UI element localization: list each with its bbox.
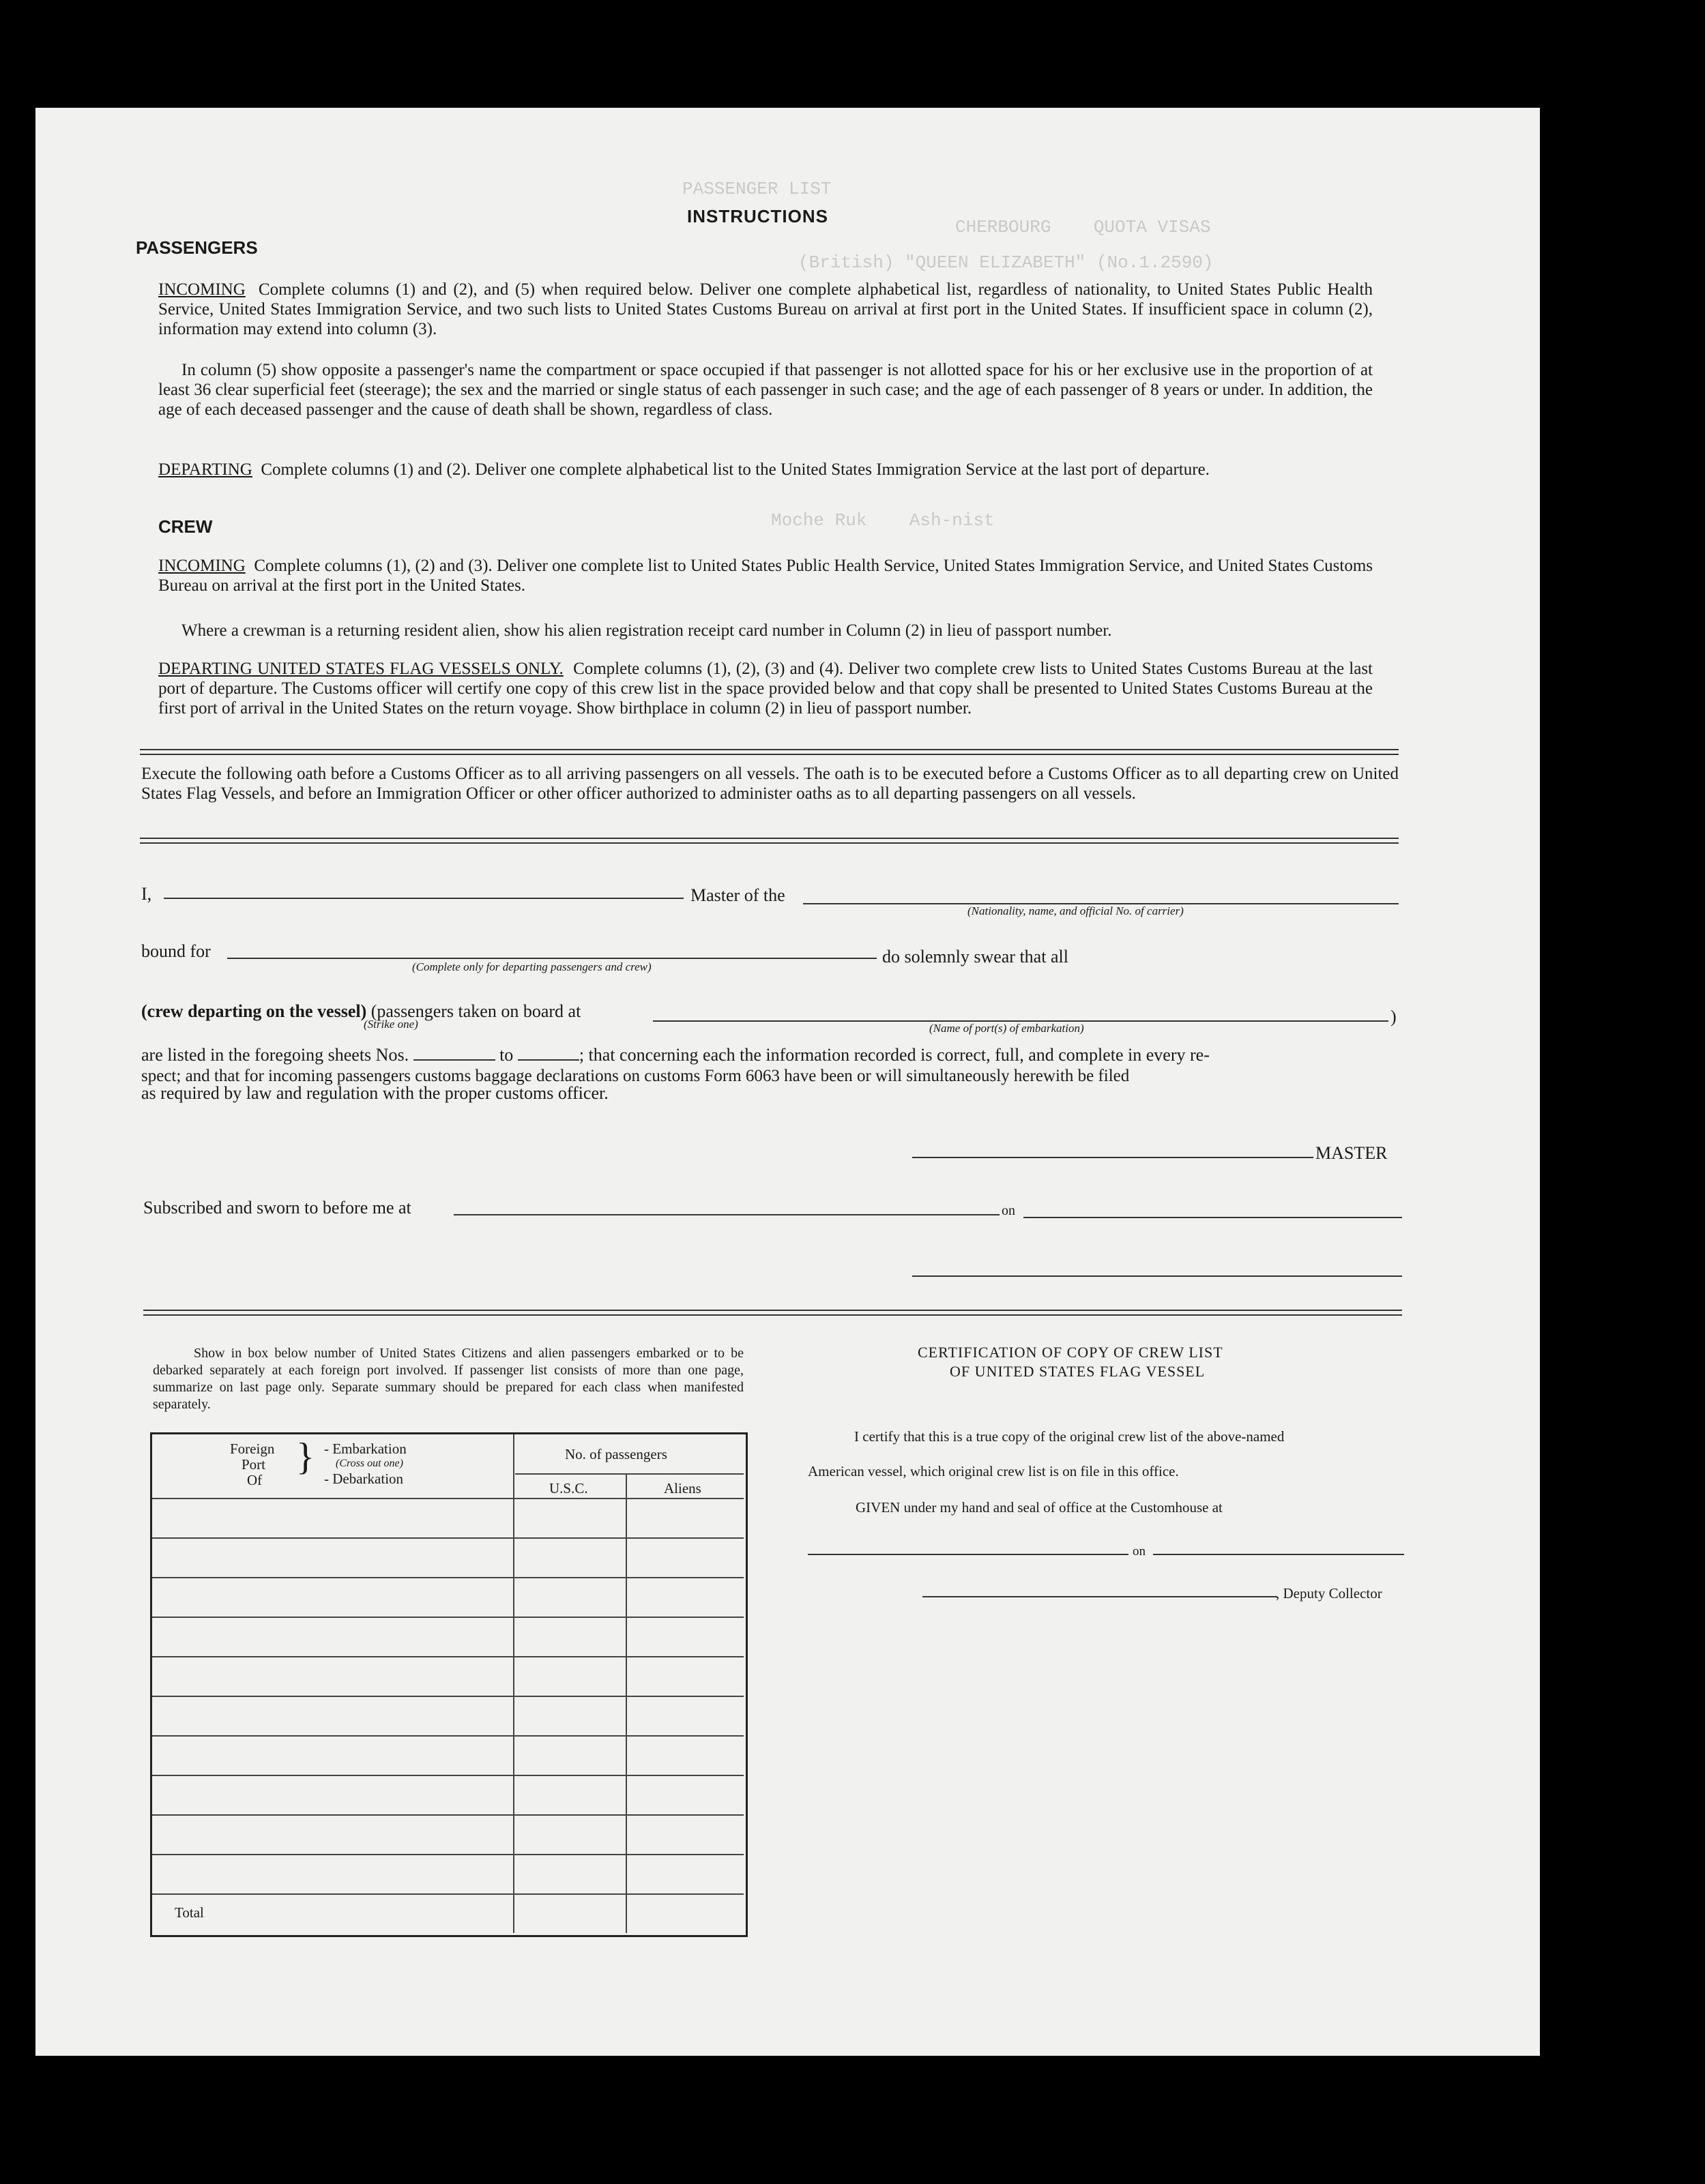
divider (143, 1310, 1402, 1316)
incoming-label: INCOMING (158, 280, 246, 299)
crew-incoming (158, 556, 1373, 595)
table-row (152, 1814, 744, 1816)
listed-b: ; that concerning each the information recorded is correct, full, and complete in every re- (579, 1045, 1210, 1065)
passengers-heading: PASSENGERS (136, 237, 258, 258)
brace-icon: } (296, 1436, 315, 1478)
sworn-place-field[interactable] (454, 1214, 1000, 1215)
passenger-summary-table (150, 1432, 748, 1937)
bound-for-caption: (Complete only for departing passengers and crew) (412, 960, 652, 973)
table-row (152, 1854, 744, 1855)
table-row (152, 1656, 744, 1657)
master-name-field[interactable] (164, 898, 684, 899)
embarkation-label: - Embarkation (324, 1441, 407, 1457)
passengers-incoming (158, 280, 1373, 339)
table-row (152, 1893, 744, 1895)
bound-for-label: bound for (141, 941, 211, 961)
crew-heading: CREW (158, 516, 213, 537)
master-of-the-label: Master of the (690, 885, 785, 905)
no-of-passengers-header: No. of passengers (565, 1446, 667, 1462)
table-row (152, 1735, 744, 1737)
carrier-caption: (Nationality, name, and official No. of carrier) (967, 904, 1184, 917)
certify-line2: American vessel, which original crew list is on file in this office. (808, 1463, 1179, 1479)
crewman-paragraph: Where a crewman is a returning resident alien, show his alien registration receipt card number in Column (2) in lieu of passport number. (181, 621, 1112, 640)
listed-a: are listed in the foregoing sheets Nos. (141, 1045, 409, 1065)
usc-header: U.S.C. (549, 1480, 588, 1496)
table-row (152, 1498, 744, 1499)
master-signature-field[interactable] (912, 1157, 1313, 1158)
flag-vessels-text: Complete columns (1), (2), (3) and (4). Deliver two complete crew lists to United States Customs Bureau at the last port of departure. The Customs officer will certify one copy of this crew list in the space provided below and that copy shall be presented to United States Customs Bureau at the first port of arrival in the United States on the return voyage. Show birthplace in column (2) in lieu of passport number. (158, 660, 1373, 718)
table-row (152, 1537, 744, 1539)
listed-line2: spect; and that for incoming passengers customs baggage declarations on customs Form 6063 have been or will simultaneously herewith be filed (141, 1067, 1130, 1085)
column5-paragraph: In column (5) show opposite a passenger's name the compartment or space occupied if that passenger is not allotted space for his or her exclusive use in the proportion of at least 36 clear superficial feet (steerage); the sex and the married or single status of each passenger in such case; and the age of each passenger of 8 years or under. In addition, the age of each deceased passenger and the cause of death shall be shown, regardless of class. (158, 361, 1373, 419)
strike-one-caption: (Strike one) (364, 1018, 418, 1031)
table-row (152, 1775, 744, 1776)
given-line: GIVEN under my hand and seal of office at the Customhouse at (856, 1499, 1223, 1516)
listed-to: to (499, 1045, 514, 1065)
bound-for-field[interactable] (227, 958, 877, 959)
close-paren: ) (1390, 1007, 1397, 1027)
passengers-departing (158, 460, 1373, 479)
aliens-header: Aliens (664, 1480, 701, 1496)
subscribed-label: Subscribed and sworn to before me at (143, 1198, 411, 1218)
table-divider (513, 1434, 514, 1933)
crew-departing-text: (crew departing on the vessel) (141, 1001, 367, 1021)
customhouse-field[interactable] (808, 1554, 1128, 1555)
ports-caption: (Name of port(s) of embarkation) (929, 1022, 1084, 1035)
departing-text: Complete columns (1) and (2). Deliver one complete alphabetical list to the United States Immigration Service at the last port of departure. (261, 460, 1210, 479)
summary-instructions: Show in box below number of United States Citizens and alien passengers embarked or to be debarked separately at each foreign port involved. If passenger list consists of more than one page, summarize on last page only. Separate summary should be prepared for each class when manifested separately. (153, 1346, 744, 1412)
flag-vessels-paragraph (158, 659, 1373, 718)
cert-on-label: on (1133, 1544, 1146, 1559)
sheet-from-field[interactable] (413, 1059, 495, 1061)
table-divider (515, 1473, 744, 1475)
table-row (152, 1577, 744, 1578)
divider (140, 749, 1399, 755)
certification-title-line1: CERTIFICATION OF COPY OF CREW LIST (918, 1344, 1223, 1361)
crew-incoming-label: INCOMING (158, 557, 246, 575)
passengers-taken-text: (passengers taken on board at (370, 1001, 581, 1021)
table-row (152, 1617, 744, 1618)
foreign-label: Foreign (230, 1441, 275, 1457)
crew-incoming-text: Complete columns (1), (2) and (3). Deliver one complete list to United States Public Health Service, United States Immigration Service, and United States Customs Bureau on arrival at the first port in the United States. (158, 557, 1373, 595)
total-label: Total (175, 1904, 204, 1921)
table-divider (626, 1473, 627, 1933)
sworn-date-field[interactable] (1023, 1217, 1402, 1218)
deputy-signature-field[interactable] (922, 1596, 1277, 1597)
of-label: Of (247, 1472, 263, 1488)
certify-line1: I certify that this is a true copy of the original crew list of the above-named (854, 1428, 1285, 1445)
cross-out-caption: (Cross out one) (336, 1458, 403, 1469)
crew-departing-label (141, 1001, 581, 1022)
divider (140, 838, 1399, 844)
sheet-to-field[interactable] (518, 1059, 579, 1061)
departing-label: DEPARTING (158, 460, 252, 479)
table-row (152, 1696, 744, 1697)
oath-intro: Execute the following oath before a Customs Officer as to all arriving passengers on all vessels. The oath is to be executed before a Customs Officer as to all departing crew on United States Flag Vessels, and before an Immigration Officer or other officer authorized to administer oaths as to all departing passengers on all vessels. (141, 765, 1399, 803)
certification-title-line2: OF UNITED STATES FLAG VESSEL (950, 1363, 1206, 1380)
i-label: I, (141, 884, 152, 904)
flag-vessels-label: DEPARTING UNITED STATES FLAG VESSELS ONLY. (158, 660, 564, 678)
listed-line3: as required by law and regulation with the proper customs officer. (141, 1083, 609, 1103)
cert-date-field[interactable] (1153, 1554, 1404, 1555)
swear-label: do solemnly swear that all (882, 947, 1068, 966)
port-label: Port (242, 1456, 266, 1473)
master-label: MASTER (1315, 1143, 1388, 1163)
instructions-title: INSTRUCTIONS (687, 206, 828, 226)
on-label: on (1002, 1203, 1015, 1218)
debarkation-label: - Debarkation (324, 1471, 404, 1487)
incoming-text: Complete columns (1) and (2), and (5) when required below. Deliver one complete alphabetical list, regardless of nationality, to United States Public Health Service, United States Immigration Service, and two such lists to United States Customs Bureau on arrival at first port in the United States. If insufficient space in column (2), information may extend into column (3). (158, 280, 1373, 338)
listed-line1 (141, 1045, 1399, 1065)
officer-signature-field[interactable] (912, 1275, 1402, 1277)
deputy-collector-label: , Deputy Collector (1276, 1585, 1382, 1602)
